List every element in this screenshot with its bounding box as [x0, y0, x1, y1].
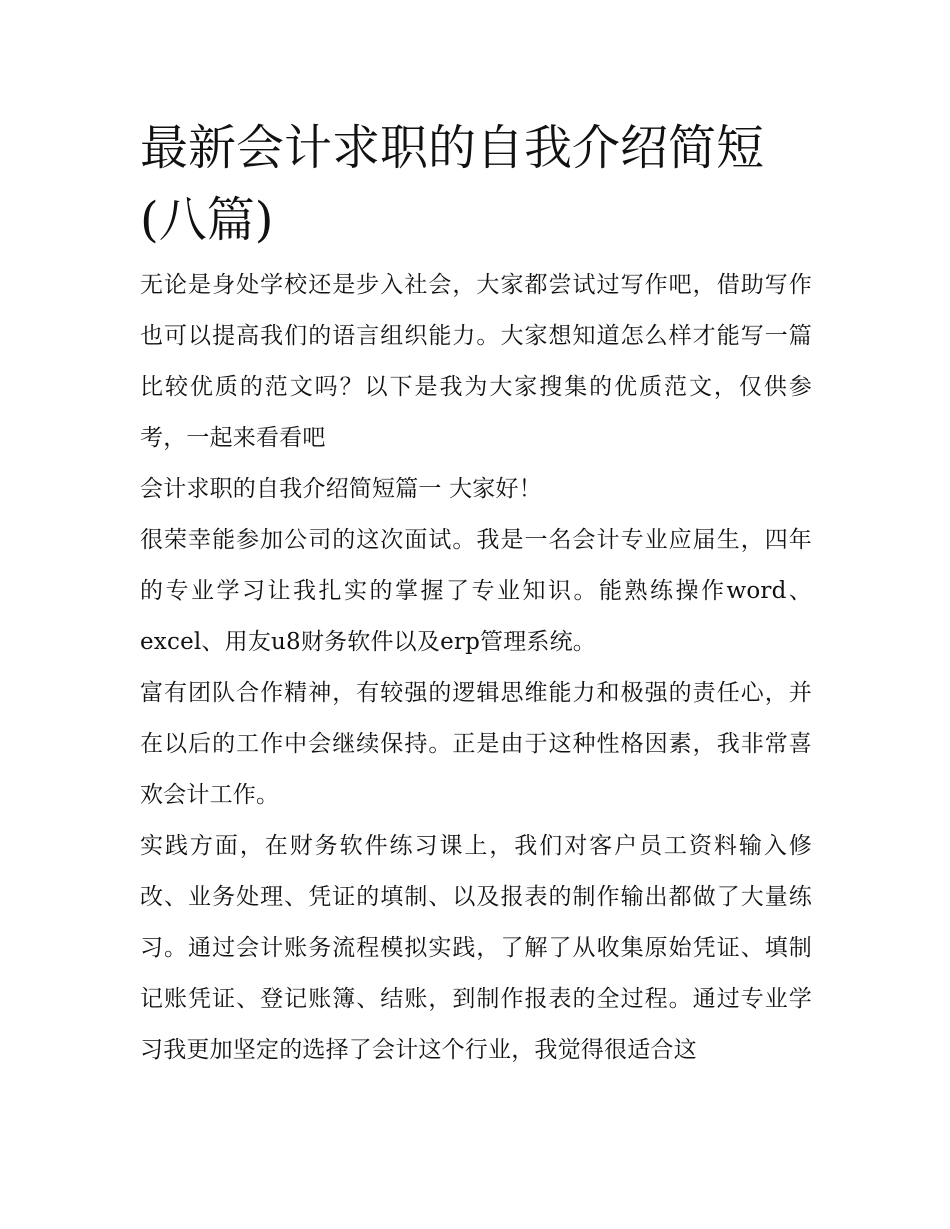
body-paragraph: 实践方面，在财务软件练习课上，我们对客户员工资料输入修改、业务处理、凭证的填制、以及报表的制作输出都做了大量练习。通过会计账务流程模拟实践，了解了从收集原始凭证、填制记账凭证、登记账簿、结账，到制作报表的全过程。通过专业学习我更加坚定的选择了会计这个行业，我觉得很适合这	[140, 833, 812, 1063]
section-heading-paragraph: 会计求职的自我介绍简短篇一 大家好！	[140, 476, 542, 502]
document-page	[140, 112, 812, 1076]
intro-paragraph: 无论是身处学校还是步入社会，大家都尝试过写作吧，借助写作也可以提高我们的语言组织能力。大家想知道怎么样才能写一篇比较优质的范文吗？以下是我为大家搜集的优质范文，仅供参考，一起来看看吧	[140, 272, 812, 451]
body-paragraph: 很荣幸能参加公司的这次面试。我是一名会计专业应届生，四年的专业学习让我扎实的掌握了专业知识。能熟练操作word、excel、用友u8财务软件以及erp管理系统。	[140, 527, 812, 655]
body-paragraph: 富有团队合作精神，有较强的逻辑思维能力和极强的责任心，并在以后的工作中会继续保持。正是由于这种性格因素，我非常喜欢会计工作。	[140, 680, 812, 808]
document-title: 最新会计求职的自我介绍简短(八篇)	[140, 120, 765, 248]
